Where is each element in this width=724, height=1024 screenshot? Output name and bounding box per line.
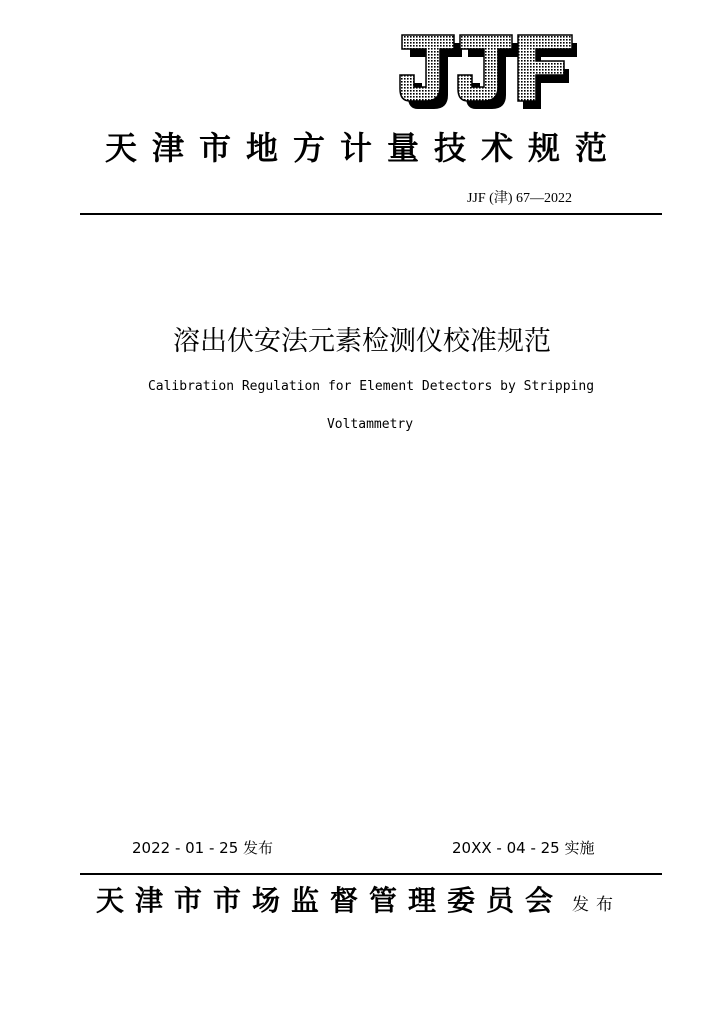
english-title-line-2: Voltammetry [326, 417, 414, 432]
jjf-logo [398, 33, 578, 109]
category-title: 天津市地方计量技术规范 [105, 129, 623, 167]
publisher-suffix: 发布 [572, 895, 621, 915]
chinese-title: 溶出伏安法元素检测仪校准规范 [173, 326, 551, 357]
english-title-line-1: Calibration Regulation for Element Detectors by Stripping [147, 379, 595, 394]
issue-date: 2022 - 01 - 25 发布 [132, 839, 274, 857]
document-number: JJF (津) 67—2022 [466, 191, 572, 206]
bottom-divider [80, 873, 662, 875]
top-divider [80, 213, 662, 215]
publisher-line [96, 883, 656, 923]
implementation-date: 20XX - 04 - 25 实施 [452, 839, 595, 857]
publisher-name: 天津市市场监督管理委员会 [96, 884, 565, 917]
